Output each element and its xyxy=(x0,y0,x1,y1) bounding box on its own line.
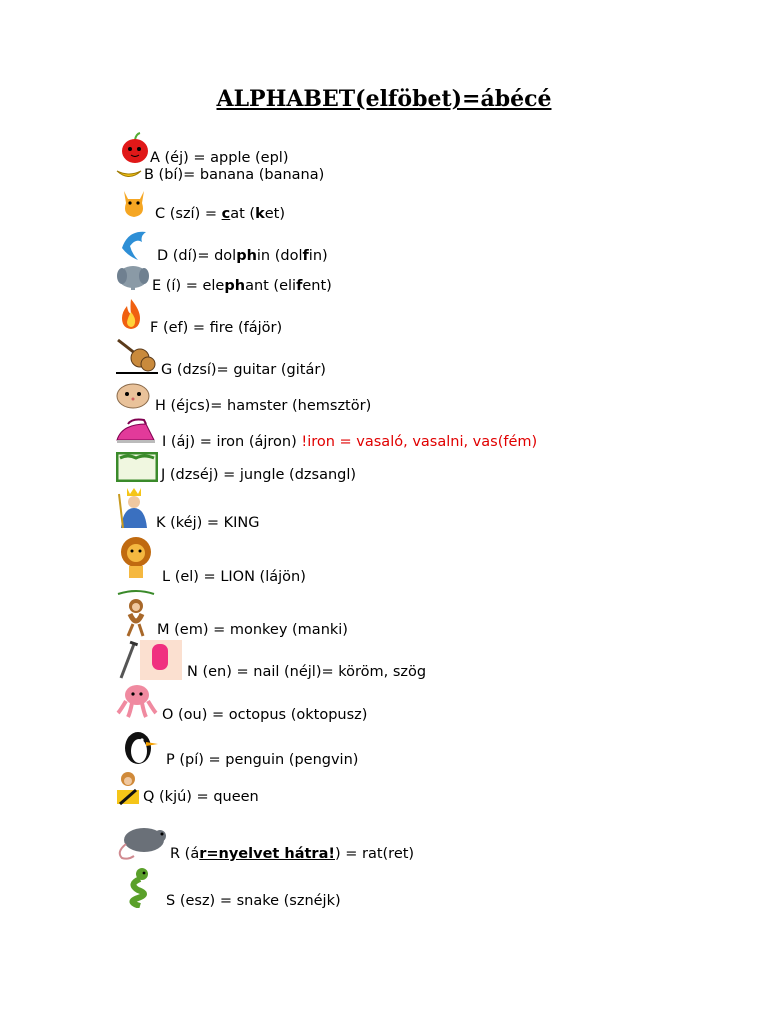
lion-icon xyxy=(117,536,155,580)
entry-j: J (dzséj) = jungle (dzsangl) xyxy=(161,467,357,483)
entry-o: O (ou) = octopus (oktopusz) xyxy=(162,707,368,723)
king-icon xyxy=(115,486,153,530)
entry-p: P (pí) = penguin (pengvin) xyxy=(166,752,359,768)
entry-n: N (en) = nail (néjl)= köröm, szög xyxy=(187,664,427,680)
penguin-icon xyxy=(116,726,162,766)
entry-i: I (áj) = iron (ájron) !iron = vasaló, vasalni, vas(fém) xyxy=(162,434,538,450)
apple-icon xyxy=(120,132,150,164)
entry-a: A (éj) = apple (epl) xyxy=(150,150,289,166)
entry-k: K (kéj) = KING xyxy=(156,515,260,531)
entry-c: C (szí) = cat (ket) xyxy=(155,206,285,222)
octopus-icon xyxy=(116,683,158,719)
rat-icon xyxy=(114,822,170,862)
hamster-icon xyxy=(116,380,150,410)
elephant-icon xyxy=(116,264,150,292)
entry-d: D (dí)= dolphin (dolfin) xyxy=(157,248,328,264)
entry-r: R (ár=nyelvet hátra!) = rat(ret) xyxy=(170,846,415,862)
page-title: ALPHABET(elföbet)=ábécé xyxy=(216,86,552,112)
entry-h: H (éjcs)= hamster (hemsztör) xyxy=(155,398,372,414)
entry-b: B (bí)= banana (banana) xyxy=(144,167,325,183)
entry-e: E (í) = elephant (elifent) xyxy=(152,278,332,294)
cat-icon xyxy=(118,185,152,221)
snake-icon xyxy=(120,866,158,908)
queen-icon xyxy=(116,770,140,806)
iron-icon xyxy=(114,416,160,446)
dolphin-icon xyxy=(118,226,152,262)
nail-icon xyxy=(116,640,184,680)
monkey-icon xyxy=(116,588,156,638)
entry-s: S (esz) = snake (sznéjk) xyxy=(166,893,341,909)
entry-q: Q (kjú) = queen xyxy=(143,789,259,805)
iron-note: !iron = vasaló, vasalni, vas(fém) xyxy=(301,434,538,450)
fire-icon xyxy=(118,298,144,330)
entry-g: G (dzsí)= guitar (gitár) xyxy=(161,362,326,378)
entry-l: L (el) = LION (lájön) xyxy=(162,569,306,585)
guitar-icon xyxy=(114,336,160,376)
entry-m: M (em) = monkey (manki) xyxy=(157,622,348,638)
jungle-icon xyxy=(116,452,158,482)
banana-icon xyxy=(116,168,142,180)
entry-f: F (ef) = fire (fájör) xyxy=(150,320,283,336)
